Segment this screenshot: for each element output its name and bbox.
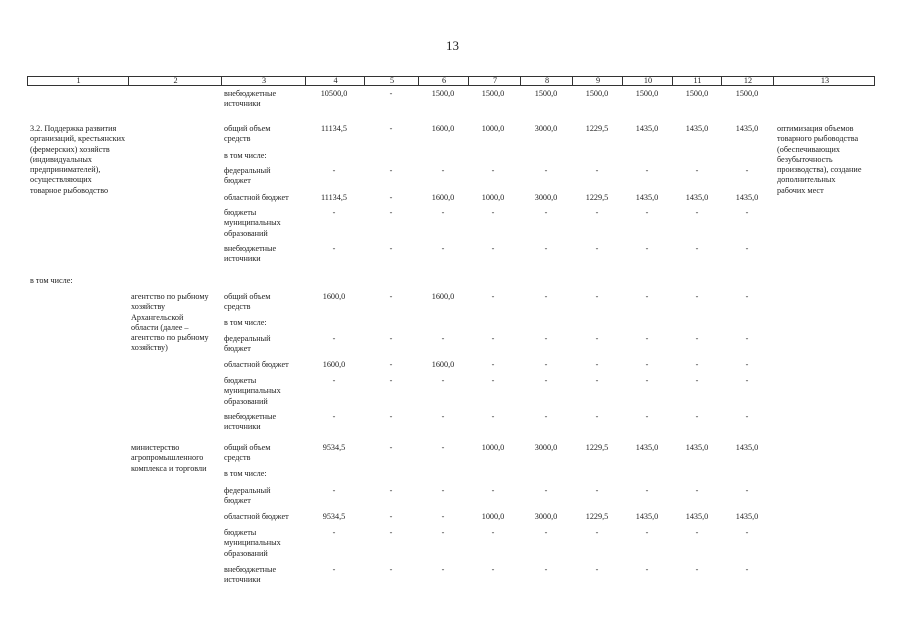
value-cell: 9534,5 xyxy=(322,443,346,452)
header-col-1: 1 xyxy=(76,76,81,85)
value-cell: - xyxy=(745,486,749,495)
row-label: областной бюджет xyxy=(224,360,289,369)
row-label: общий объем средств xyxy=(224,443,271,463)
value-cell: - xyxy=(645,292,649,301)
value-cell: - xyxy=(645,360,649,369)
value-cell: - xyxy=(695,528,699,537)
value-cell: - xyxy=(595,412,599,421)
row-label: федеральный бюджет xyxy=(224,486,271,506)
value-cell: - xyxy=(595,166,599,175)
value-cell: 1600,0 xyxy=(431,360,455,369)
section-result: оптимизация объемов товарного рыбоводства (обеспечивающих безубыточность производства), создание дополнительных рабочих мест xyxy=(777,124,862,195)
value-cell: - xyxy=(544,528,548,537)
value-cell: - xyxy=(491,166,495,175)
value-cell: 1600,0 xyxy=(431,124,455,133)
value-cell: - xyxy=(332,244,336,253)
value-cell: 1600,0 xyxy=(431,292,455,301)
value-cell: - xyxy=(544,376,548,385)
executor-ministry: министерство агропромышленного комплекса и торговли xyxy=(131,443,207,473)
value-cell: 1600,0 xyxy=(322,292,346,301)
value-cell: 1435,0 xyxy=(635,193,659,202)
value-cell: - xyxy=(544,412,548,421)
header-col-5: 5 xyxy=(389,76,395,85)
value-cell: - xyxy=(389,443,393,452)
value-cell: - xyxy=(491,565,495,574)
value-cell: - xyxy=(695,244,699,253)
value-cell: - xyxy=(491,244,495,253)
section-title: 3.2. Поддержка развития организаций, крестьянских (фермерских) хозяйств (индивидуальных предпринимателей), осуществляющих товарное рыбоводство xyxy=(30,124,126,195)
value-cell: 1000,0 xyxy=(481,443,505,452)
row-label: областной бюджет xyxy=(224,193,289,202)
value-cell: - xyxy=(389,193,393,202)
value-cell: - xyxy=(645,565,649,574)
header-col-4: 4 xyxy=(333,76,338,85)
value-cell: 1500,0 xyxy=(635,89,659,98)
value-cell: - xyxy=(441,512,445,521)
value-cell: - xyxy=(745,565,749,574)
value-cell: - xyxy=(441,486,445,495)
value-cell: - xyxy=(745,360,749,369)
value-cell: - xyxy=(332,565,336,574)
value-cell: - xyxy=(389,166,393,175)
header-col-12: 12 xyxy=(743,76,753,85)
value-cell: - xyxy=(389,376,393,385)
header-col-8: 8 xyxy=(544,76,550,85)
value-cell: 11134,5 xyxy=(320,193,347,202)
value-cell: - xyxy=(491,486,495,495)
value-cell: - xyxy=(695,360,699,369)
value-cell: - xyxy=(332,166,336,175)
value-cell: 1229,5 xyxy=(585,443,609,452)
value-cell: - xyxy=(645,412,649,421)
value-cell: 1435,0 xyxy=(685,512,709,521)
value-cell: - xyxy=(745,412,749,421)
value-cell: - xyxy=(441,166,445,175)
value-cell: 1435,0 xyxy=(735,443,759,452)
value-cell: 1500,0 xyxy=(534,89,558,98)
header-col-10: 10 xyxy=(643,76,653,85)
row-label: бюджеты муниципальных образований xyxy=(224,208,281,238)
value-cell: - xyxy=(645,528,649,537)
value-cell: 3000,0 xyxy=(534,124,558,133)
row-label: бюджеты муниципальных образований xyxy=(224,528,281,558)
value-cell: - xyxy=(595,565,599,574)
row-label: в том числе: xyxy=(224,151,267,160)
value-cell: - xyxy=(544,166,548,175)
value-cell: - xyxy=(745,244,749,253)
value-cell: - xyxy=(389,360,393,369)
value-cell: - xyxy=(544,486,548,495)
value-cell: - xyxy=(441,443,445,452)
row-label: в том числе: xyxy=(224,318,267,327)
value-cell: - xyxy=(544,208,548,217)
value-cell: - xyxy=(491,334,495,343)
value-cell: - xyxy=(544,334,548,343)
value-cell: 1500,0 xyxy=(481,89,505,98)
value-cell: - xyxy=(745,208,749,217)
value-cell: - xyxy=(695,412,699,421)
value-cell: 1000,0 xyxy=(481,124,505,133)
row-label: в том числе: xyxy=(224,469,267,478)
value-cell: - xyxy=(491,292,495,301)
row-label: общий объем средств xyxy=(224,124,271,144)
value-cell: 1500,0 xyxy=(431,89,455,98)
row-label: внебюджетные источники xyxy=(224,565,277,585)
value-cell: - xyxy=(389,486,393,495)
value-cell: - xyxy=(491,208,495,217)
value-cell: 3000,0 xyxy=(534,443,558,452)
value-cell: - xyxy=(441,334,445,343)
value-cell: - xyxy=(491,528,495,537)
row-label: федеральный бюджет xyxy=(224,166,271,186)
value-cell: - xyxy=(441,376,445,385)
value-cell: 3000,0 xyxy=(534,193,558,202)
header-col-9: 9 xyxy=(595,76,601,85)
value-cell: - xyxy=(491,376,495,385)
value-cell: - xyxy=(595,208,599,217)
value-cell: - xyxy=(695,486,699,495)
value-cell: - xyxy=(595,334,599,343)
value-cell: 1435,0 xyxy=(635,512,659,521)
value-cell: - xyxy=(595,292,599,301)
value-cell: - xyxy=(595,244,599,253)
value-cell: 1435,0 xyxy=(735,512,759,521)
value-cell: - xyxy=(332,528,336,537)
value-cell: - xyxy=(389,334,393,343)
row-label: бюджеты муниципальных образований xyxy=(224,376,281,406)
header-col-13: 13 xyxy=(820,76,830,85)
value-cell: - xyxy=(645,208,649,217)
value-cell: - xyxy=(645,486,649,495)
value-cell: - xyxy=(745,334,749,343)
value-cell: - xyxy=(544,244,548,253)
value-cell: 1435,0 xyxy=(635,124,659,133)
value-cell: - xyxy=(695,166,699,175)
value-cell: - xyxy=(695,208,699,217)
value-cell: 10500,0 xyxy=(320,89,348,98)
executor-agency: агентство по рыбному хозяйству Архангельской области (далее – агентство по рыбному хозяйству) xyxy=(131,292,209,353)
value-cell: - xyxy=(745,292,749,301)
value-cell: - xyxy=(441,565,445,574)
value-cell: - xyxy=(389,124,393,133)
value-cell: - xyxy=(389,528,393,537)
value-cell: - xyxy=(695,565,699,574)
header-col-3: 3 xyxy=(261,76,267,85)
value-cell: - xyxy=(595,486,599,495)
value-cell: 1500,0 xyxy=(685,89,709,98)
value-cell: 1435,0 xyxy=(685,124,709,133)
row-label: внебюджетные источники xyxy=(224,89,277,109)
value-cell: - xyxy=(544,565,548,574)
value-cell: - xyxy=(745,376,749,385)
header-col-6: 6 xyxy=(441,76,447,85)
row-label: общий объем средств xyxy=(224,292,271,312)
value-cell: 1435,0 xyxy=(685,443,709,452)
value-cell: 1000,0 xyxy=(481,512,505,521)
row-label: федеральный бюджет xyxy=(224,334,271,354)
value-cell: - xyxy=(389,208,393,217)
header-col-7: 7 xyxy=(492,76,498,85)
value-cell: 1435,0 xyxy=(735,124,759,133)
value-cell: - xyxy=(441,528,445,537)
value-cell: - xyxy=(441,208,445,217)
value-cell: 1435,0 xyxy=(685,193,709,202)
value-cell: - xyxy=(332,208,336,217)
value-cell: - xyxy=(441,244,445,253)
value-cell: 1500,0 xyxy=(585,89,609,98)
page-number: 13 xyxy=(446,38,459,53)
value-cell: - xyxy=(441,412,445,421)
value-cell: 1000,0 xyxy=(481,193,505,202)
value-cell: 1435,0 xyxy=(735,193,759,202)
row-label: внебюджетные источники xyxy=(224,244,277,264)
value-cell: - xyxy=(595,376,599,385)
value-cell: 1229,5 xyxy=(585,124,609,133)
table-header xyxy=(27,76,875,86)
value-cell: 1600,0 xyxy=(431,193,455,202)
value-cell: 1435,0 xyxy=(635,443,659,452)
row-label: внебюджетные источники xyxy=(224,412,277,432)
value-cell: - xyxy=(595,360,599,369)
value-cell: 1229,5 xyxy=(585,512,609,521)
value-cell: - xyxy=(389,565,393,574)
value-cell: 1229,5 xyxy=(585,193,609,202)
value-cell: 9534,5 xyxy=(322,512,346,521)
value-cell: 1500,0 xyxy=(735,89,759,98)
value-cell: - xyxy=(595,528,599,537)
value-cell: - xyxy=(332,334,336,343)
value-cell: - xyxy=(745,166,749,175)
value-cell: 11134,5 xyxy=(320,124,347,133)
value-cell: - xyxy=(389,512,393,521)
value-cell: - xyxy=(332,412,336,421)
value-cell: - xyxy=(645,244,649,253)
value-cell: - xyxy=(389,244,393,253)
value-cell: - xyxy=(695,334,699,343)
value-cell: - xyxy=(389,292,393,301)
header-col-11: 11 xyxy=(693,76,702,85)
row-label: областной бюджет xyxy=(224,512,289,521)
value-cell: - xyxy=(645,334,649,343)
value-cell: 1600,0 xyxy=(322,360,346,369)
value-cell: - xyxy=(544,360,548,369)
value-cell: - xyxy=(645,376,649,385)
value-cell: - xyxy=(695,376,699,385)
header-col-2: 2 xyxy=(173,76,178,85)
value-cell: - xyxy=(695,292,699,301)
value-cell: 3000,0 xyxy=(534,512,558,521)
incl-label: в том числе: xyxy=(30,276,73,285)
value-cell: - xyxy=(491,360,495,369)
value-cell: - xyxy=(332,376,336,385)
value-cell: - xyxy=(544,292,548,301)
value-cell: - xyxy=(491,412,495,421)
value-cell: - xyxy=(389,412,393,421)
value-cell: - xyxy=(745,528,749,537)
value-cell: - xyxy=(389,89,393,98)
value-cell: - xyxy=(645,166,649,175)
value-cell: - xyxy=(332,486,336,495)
